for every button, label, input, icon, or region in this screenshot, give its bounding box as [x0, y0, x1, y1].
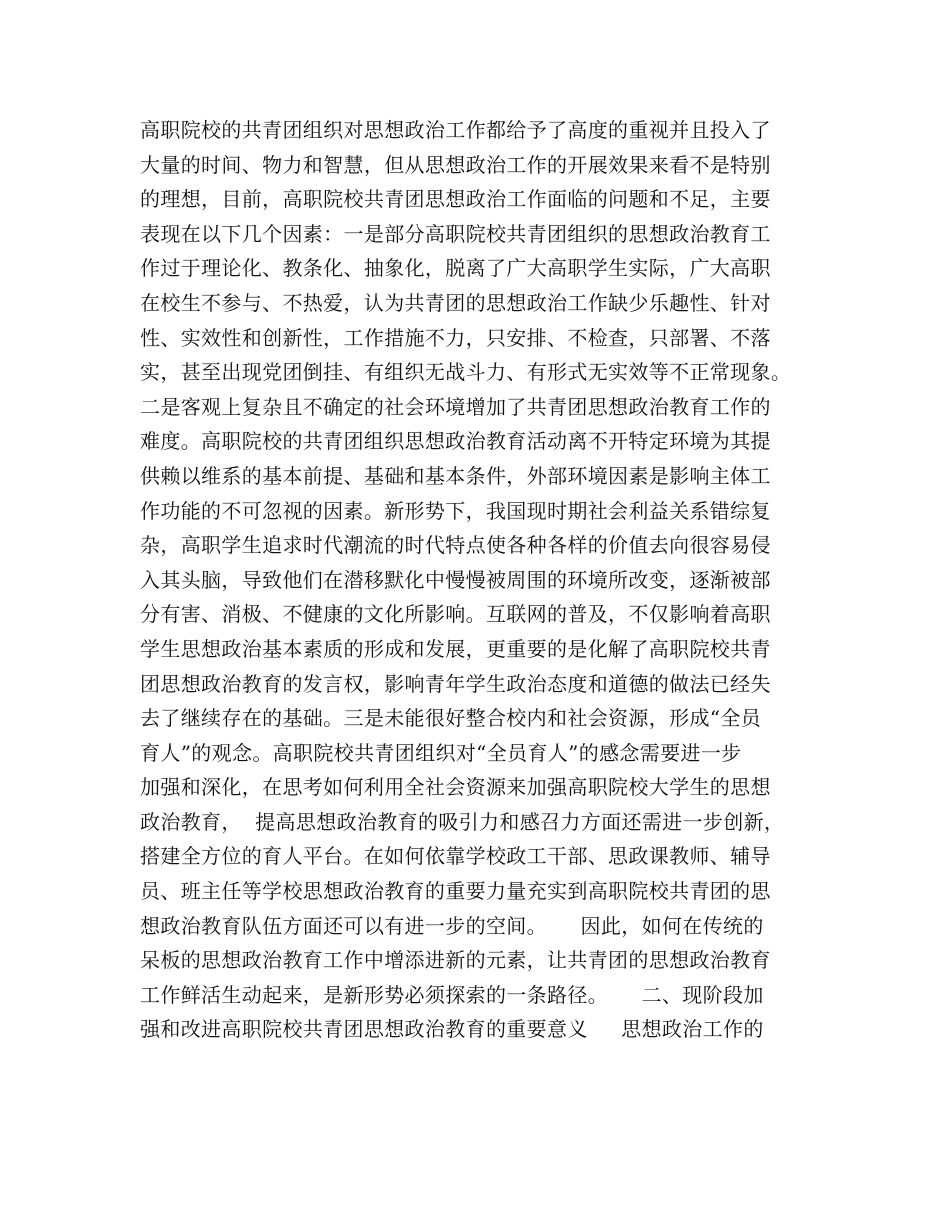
- text-line: 杂，高职学生追求时代潮流的时代特点使各种各样的价值去向很容易侵: [140, 533, 771, 558]
- text-line: 政治教育， 提高思想政治教育的吸引力和感召力方面还需进一步创新，: [140, 809, 785, 834]
- text-line: 表现在以下几个因素：一是部分高职院校共青团组织的思想政治教育工: [140, 221, 771, 246]
- text-line: 员、班主任等学校思想政治教育的重要力量充实到高职院校共青团的思: [140, 879, 771, 904]
- text-line: 高职院校的共青团组织对思想政治工作都给予了高度的重视并且投入了: [140, 118, 771, 142]
- text-line: 学生思想政治基本素质的形成和发展，更重要的是化解了高职院校共青: [140, 636, 771, 661]
- text-line: 作过于理论化、教条化、抽象化，脱离了广大高职学生实际，广大高职: [140, 256, 771, 281]
- text-line: 在校生不参与、不热爱，认为共青团的思想政治工作缺少乐趣性、针对: [140, 290, 771, 315]
- text-line: 去了继续存在的基础。三是未能很好整合校内和社会资源，形成“全员: [140, 706, 762, 731]
- text-line: 强和改进高职院校共青团思想政治教育的重要意义 思想政治工作的: [140, 1017, 764, 1042]
- text-line: 实，甚至出现党团倒挂、有组织无战斗力、有形式无实效等不正常现象。: [140, 360, 792, 385]
- text-line: 团思想政治教育的发言权，影响青年学生政治态度和道德的做法已经失: [140, 671, 771, 696]
- text-line: 呆板的思想政治教育工作中增添进新的元素，让共青团的思想政治教育: [140, 948, 771, 973]
- text-line: 入其头脑，导致他们在潜移默化中慢慢被周围的环境所改变，逐渐被部: [140, 567, 771, 592]
- text-line: 性、实效性和创新性，工作措施不力，只安排、不检查，只部署、不落: [140, 325, 771, 350]
- text-line: 育人”的观念。高职院校共青团组织对“全员育人”的感念需要进一步: [140, 740, 742, 765]
- text-line: 加强和深化，在思考如何利用全社会资源来加强高职院校大学生的思想: [140, 775, 771, 800]
- text-line: 分有害、消极、不健康的文化所影响。互联网的普及，不仅影响着高职: [140, 602, 771, 627]
- body-text: [140, 113, 840, 1047]
- text-line: 想政治教育队伍方面还可以有进一步的空间。 因此，如何在传统的: [140, 913, 764, 938]
- text-line: 的理想，目前，高职院校共青团思想政治工作面临的问题和不足，主要: [140, 187, 771, 212]
- text-line: 工作鲜活生动起来，是新形势必须探索的一条路径。 二、现阶段加: [140, 982, 764, 1007]
- text-line: 作功能的不可忽视的因素。新形势下，我国现时期社会利益关系错综复: [140, 498, 771, 523]
- text-line: 难度。高职院校的共青团组织思想政治教育活动离不开特定环境为其提: [140, 429, 771, 454]
- text-line: 供赖以维系的基本前提、基础和基本条件，外部环境因素是影响主体工: [140, 463, 771, 488]
- text-line: 搭建全方位的育人平台。在如何依靠学校政工干部、思政课教师、辅导: [140, 844, 771, 869]
- text-line: 大量的时间、物力和智慧，但从思想政治工作的开展效果来看不是特别: [140, 152, 771, 177]
- text-line: 二是客观上复杂且不确定的社会环境增加了共青团思想政治教育工作的: [140, 394, 771, 419]
